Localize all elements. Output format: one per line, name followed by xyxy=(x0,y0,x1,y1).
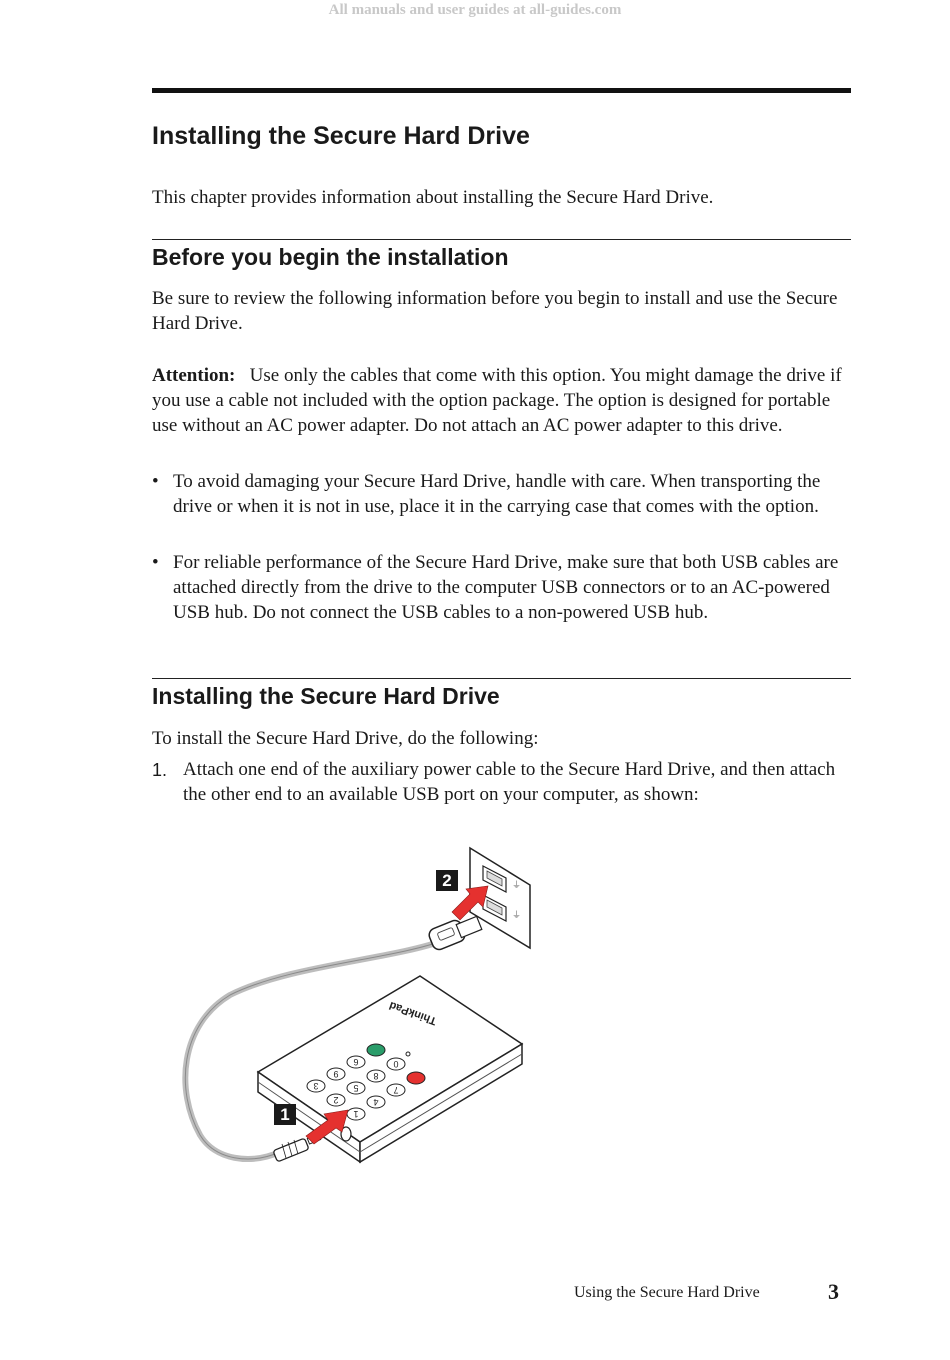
keypad-key: 1 xyxy=(353,1109,359,1119)
section-rule-before xyxy=(152,239,851,240)
watermark: All manuals and user guides at all-guides.com xyxy=(328,2,622,18)
keypad-key: 5 xyxy=(353,1083,359,1093)
step-number: 1. xyxy=(152,760,168,780)
step-item xyxy=(152,758,852,808)
page-number: 3 xyxy=(828,1279,839,1304)
installation-illustration xyxy=(170,840,550,1190)
keypad-key: 2 xyxy=(333,1095,339,1105)
keypad-key: 4 xyxy=(373,1097,379,1107)
section-heading-install: Installing the Secure Hard Drive xyxy=(152,683,500,709)
step-text: Attach one end of the auxiliary power cable to the Secure Hard Drive, and then attach the other end to an available USB port on your computer, as shown: xyxy=(183,759,836,805)
bullet-text: To avoid damaging your Secure Hard Drive, handle with care. When transporting the drive or when it is not in use, place it in the carrying case that comes with the option. xyxy=(173,471,821,517)
bullet-mark: • xyxy=(152,552,159,573)
section-rule-install xyxy=(152,678,851,679)
keypad-key: 8 xyxy=(373,1071,379,1081)
list-item xyxy=(152,470,852,520)
usb-symbol-icon: ⏚ xyxy=(512,881,522,891)
keypad-key: 9 xyxy=(333,1069,339,1079)
secure-hard-drive xyxy=(258,976,522,1162)
bullet-mark: • xyxy=(152,471,159,492)
bullet-text: For reliable performance of the Secure Hard Drive, make sure that both USB cables are attached directly from the drive to the computer USB connectors or to an AC-powered USB hub. Do not connect the USB cables to a non-powered USB hub. xyxy=(173,552,839,623)
before-intro: Be sure to review the following information before you begin to install and use the Secure Hard Drive. xyxy=(152,288,838,334)
footer-section-title: Using the Secure Hard Drive xyxy=(574,1284,760,1301)
keypad-key: 3 xyxy=(313,1081,319,1091)
cancel-key-icon xyxy=(407,1072,425,1084)
list-item xyxy=(152,551,852,625)
keypad-key: 7 xyxy=(393,1085,399,1095)
keypad-key: 6 xyxy=(353,1057,359,1067)
chapter-intro: This chapter provides information about installing the Secure Hard Drive. xyxy=(152,187,714,208)
attention-label: Attention: xyxy=(152,365,236,386)
attention-text: Use only the cables that come with this option. You might damage the drive if you use a cable not included with the option package. The option is designed for portable use without an AC power adapter. Do not attach an AC power adapter to this drive. xyxy=(152,365,842,436)
usb-plug xyxy=(427,916,482,951)
section-heading-before: Before you begin the installation xyxy=(152,244,509,270)
drive-brand-logo: ThinkPad xyxy=(387,998,439,1027)
callout-1: 1 xyxy=(280,1105,290,1124)
chapter-rule xyxy=(152,88,851,93)
chapter-title: Installing the Secure Hard Drive xyxy=(152,122,530,150)
install-intro: To install the Secure Hard Drive, do the following: xyxy=(152,728,539,749)
callout-2: 2 xyxy=(442,871,452,890)
attention-notice xyxy=(152,364,852,438)
unlock-key-icon xyxy=(367,1044,385,1056)
keypad-key: 0 xyxy=(393,1059,399,1069)
usb-symbol-icon: ⏚ xyxy=(512,911,522,921)
